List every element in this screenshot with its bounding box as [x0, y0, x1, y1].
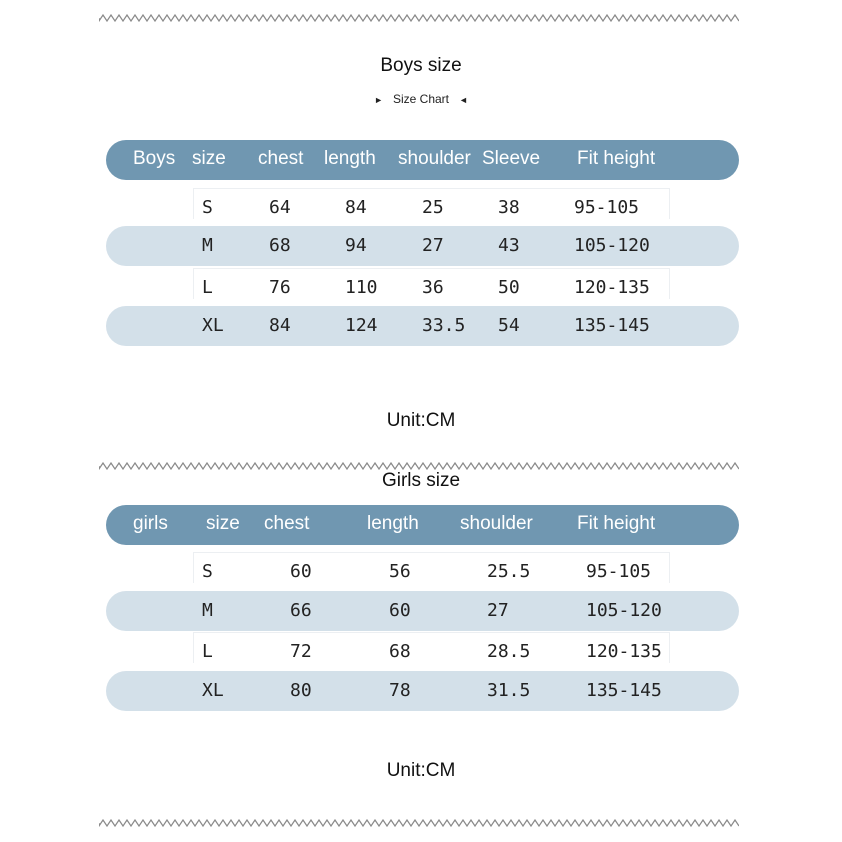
girls-table-header [106, 505, 739, 545]
cell-chest: 66 [290, 600, 312, 621]
cell-chest: 68 [269, 235, 291, 256]
cell-fit-height: 95-105 [574, 197, 640, 218]
header-girls: girls [133, 513, 168, 534]
table-row [106, 268, 739, 308]
cell-shoulder: 33.5 [422, 315, 466, 336]
header-length: length [367, 513, 419, 534]
girls-unit-label: Unit:CM [386, 760, 456, 781]
cell-length: 60 [389, 600, 411, 621]
header-chest: chest [258, 148, 304, 169]
cell-fit-height: 95-105 [586, 561, 652, 582]
left-arrow-icon: ◄ [459, 95, 468, 105]
header-shoulder: shoulder [398, 148, 471, 169]
header-fit-height: Fit height [577, 513, 656, 534]
header-length: length [324, 148, 376, 169]
boys-unit-label: Unit:CM [386, 410, 456, 431]
cell-size: L [202, 277, 213, 298]
header-sleeve: Sleeve [482, 148, 541, 169]
cell-shoulder: 25.5 [487, 561, 531, 582]
table-row [106, 591, 739, 631]
cell-chest: 60 [290, 561, 312, 582]
cell-sleeve: 50 [498, 277, 520, 298]
cell-shoulder: 28.5 [487, 641, 531, 662]
header-chest: chest [264, 513, 310, 534]
table-row [106, 671, 739, 711]
cell-size: XL [202, 315, 224, 336]
cell-length: 94 [345, 235, 367, 256]
cell-shoulder: 31.5 [487, 680, 531, 701]
size-chart-label: Size Chart [392, 92, 450, 106]
cell-size: S [202, 197, 213, 218]
cell-size: M [202, 600, 213, 621]
header-fit-height: Fit height [577, 148, 656, 169]
header-boys: Boys [133, 148, 176, 169]
cell-chest: 84 [269, 315, 291, 336]
cell-length: 68 [389, 641, 411, 662]
table-row [106, 306, 739, 346]
cell-length: 124 [345, 315, 378, 336]
cell-sleeve: 43 [498, 235, 520, 256]
cell-sleeve: 54 [498, 315, 520, 336]
cell-size: L [202, 641, 213, 662]
table-row [106, 632, 739, 672]
cell-chest: 76 [269, 277, 291, 298]
cell-fit-height: 105-120 [586, 600, 662, 621]
cell-size: S [202, 561, 213, 582]
header-shoulder: shoulder [460, 513, 533, 534]
cell-chest: 80 [290, 680, 312, 701]
cell-chest: 72 [290, 641, 312, 662]
size-chart-subtitle [0, 92, 842, 106]
header-size: size [206, 513, 240, 534]
table-row [106, 226, 739, 266]
cell-fit-height: 135-145 [586, 680, 662, 701]
table-row [106, 552, 739, 592]
cell-fit-height: 105-120 [574, 235, 650, 256]
wavy-divider-top [99, 13, 739, 23]
cell-length: 84 [345, 197, 367, 218]
cell-size: XL [202, 680, 224, 701]
table-row [106, 188, 739, 228]
cell-length: 78 [389, 680, 411, 701]
boys-table-header [106, 140, 739, 180]
cell-length: 56 [389, 561, 411, 582]
cell-fit-height: 120-135 [586, 641, 662, 662]
cell-size: M [202, 235, 213, 256]
header-size: size [192, 148, 226, 169]
cell-fit-height: 135-145 [574, 315, 650, 336]
cell-shoulder: 27 [487, 600, 509, 621]
boys-size-title: Boys size [380, 55, 462, 76]
right-arrow-icon: ► [374, 95, 383, 105]
cell-length: 110 [345, 277, 378, 298]
cell-chest: 64 [269, 197, 291, 218]
cell-fit-height: 120-135 [574, 277, 650, 298]
girls-size-title: Girls size [381, 470, 461, 491]
cell-shoulder: 36 [422, 277, 444, 298]
cell-shoulder: 25 [422, 197, 444, 218]
cell-sleeve: 38 [498, 197, 520, 218]
cell-shoulder: 27 [422, 235, 444, 256]
wavy-divider-bottom [99, 818, 739, 828]
